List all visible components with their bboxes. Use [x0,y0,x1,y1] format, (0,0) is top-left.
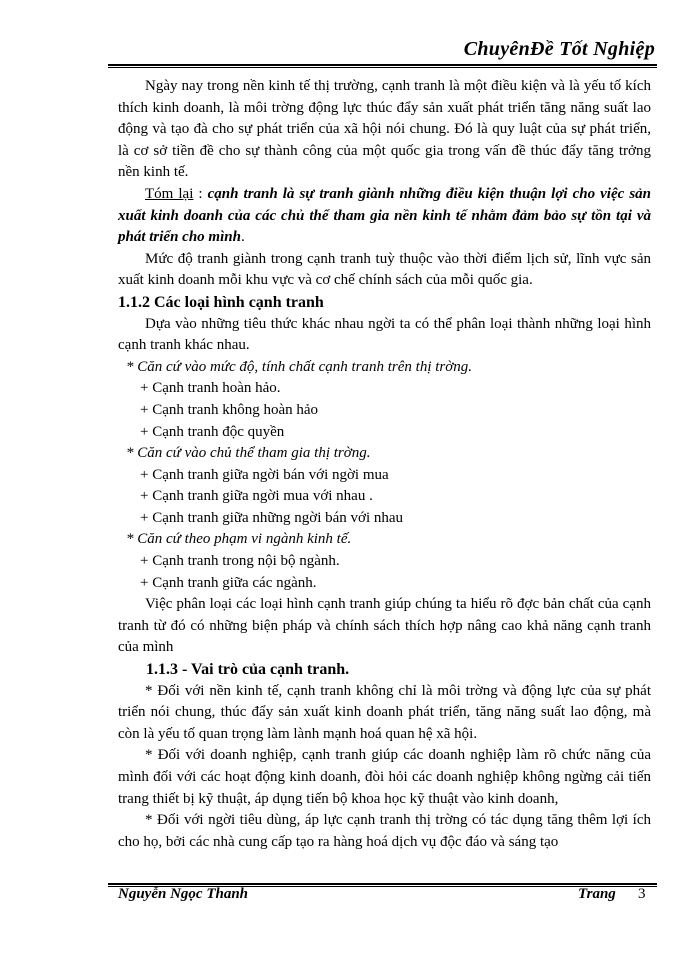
footer-page-number: 3 [638,886,646,902]
paragraph-degree: Mức độ tranh giành trong cạnh tranh tuỳ thuộc vào thời điểm lịch sử, lĩnh vực sản xuất kinh doanh mỗi khu vực và cơ chế chính sách của mỗi quốc gia. [118,250,651,289]
heading-1-1-3: 1.1.3 - Vai trò của cạnh tranh. [146,661,350,679]
paragraph-summary [118,184,651,249]
list-item: + Cạnh tranh không hoàn hảo [140,401,319,418]
paragraph-consumer-role: * Đối với ngời tiêu dùng, áp lực cạnh tranh thị trờng có tác dụng tăng thêm lợi ích cho họ, bởi các nhà cung cấp tạo ra hàng hoá dịch vụ độc đáo và sáng tạo [118,812,651,850]
footer-author: Nguyễn Ngọc Thanh [118,886,249,902]
paragraph-economy-role: * Đối với nền kinh tế, cạnh tranh không chỉ là môi trờng và động lực của sự phát triển nói chung, thúc đẩy sản xuất kinh doanh phát triển, tăng năng suất lao động, mà còn là yếu tố quan trọng làm lành mạnh hoá quan hệ xã hội. [118,682,651,742]
document-body [118,76,651,853]
criterion-1: * Căn cứ vào mức độ, tính chất cạnh tranh trên thị trờng. [126,358,473,375]
heading-1-1-2: 1.1.2 Các loại hình cạnh tranh [118,293,324,311]
criterion-2: * Căn cứ vào chủ thể tham gia thị trờng. [126,445,371,462]
summary-text: cạnh tranh là sự tranh giành những điều kiện thuận lợi cho việc sản xuất kinh doanh của các chủ thể tham gia nền kinh tế nhằm đảm bảo sự tồn tại và phát triển cho mình [118,185,652,246]
paragraph-classification: Dựa vào những tiêu thức khác nhau ngời ta có thể phân loại thành những loại hình cạnh tranh khác nhau. [118,315,651,354]
summary-end: . [240,229,245,246]
header-rule-thin [108,67,657,68]
summary-lead: Tóm lại [145,185,194,202]
list-item: + Cạnh tranh giữa những ngời bán với nhau [140,509,404,526]
paragraph-intro: Ngày nay trong nền kinh tế thị trường, cạnh tranh là một điều kiện và là yếu tố kích thích kinh doanh, là môi trờng động lực thúc đẩy sản xuất phát triển tăng năng suất lao động và tạo đà cho sự phát triển của xã hội nói chung. Đó là quy luật của sự phát triển, là cơ sở tiền đề cho sự thành công của một quốc gia trong vấn đề thúc đẩy tăng trởng nền kinh tế. [118,78,651,181]
list-item: + Cạnh tranh hoàn hảo. [140,380,281,397]
footer-rule [108,883,657,885]
list-item: + Cạnh tranh trong nội bộ ngành. [140,553,340,570]
list-item: + Cạnh tranh giữa các ngành. [140,574,317,591]
footer-page-label: Trang [578,886,616,902]
paragraph-enterprise-role: * Đối với doanh nghiệp, cạnh tranh giúp các doanh nghiệp làm rõ chức năng của mình đối với các hoạt động kinh doanh, đòi hỏi các doanh nghiệp không ngừng cải tiến trang thiết bị kỹ thuật, áp dụng tiến bộ khoa học kỹ thuật vào kinh doanh, [118,747,651,807]
list-item: + Cạnh tranh giữa ngời bán với ngời mua [140,466,389,483]
header-title: ChuyênĐề Tốt Nghiệp [463,38,655,60]
list-item: + Cạnh tranh độc quyền [140,423,285,440]
criterion-3: * Căn cứ theo phạm vi ngành kinh tế. [126,531,352,548]
paragraph-classification-purpose: Việc phân loại các loại hình cạnh tranh giúp chúng ta hiểu rõ đợc bản chất của cạnh tranh từ đó có những biện pháp và chính sách thích hợp nâng cao khả năng cạnh tranh của mình [118,596,651,656]
list-item: + Cạnh tranh giữa ngời mua với nhau . [140,488,373,505]
header-rule [108,64,657,66]
summary-separator: : [193,185,208,202]
